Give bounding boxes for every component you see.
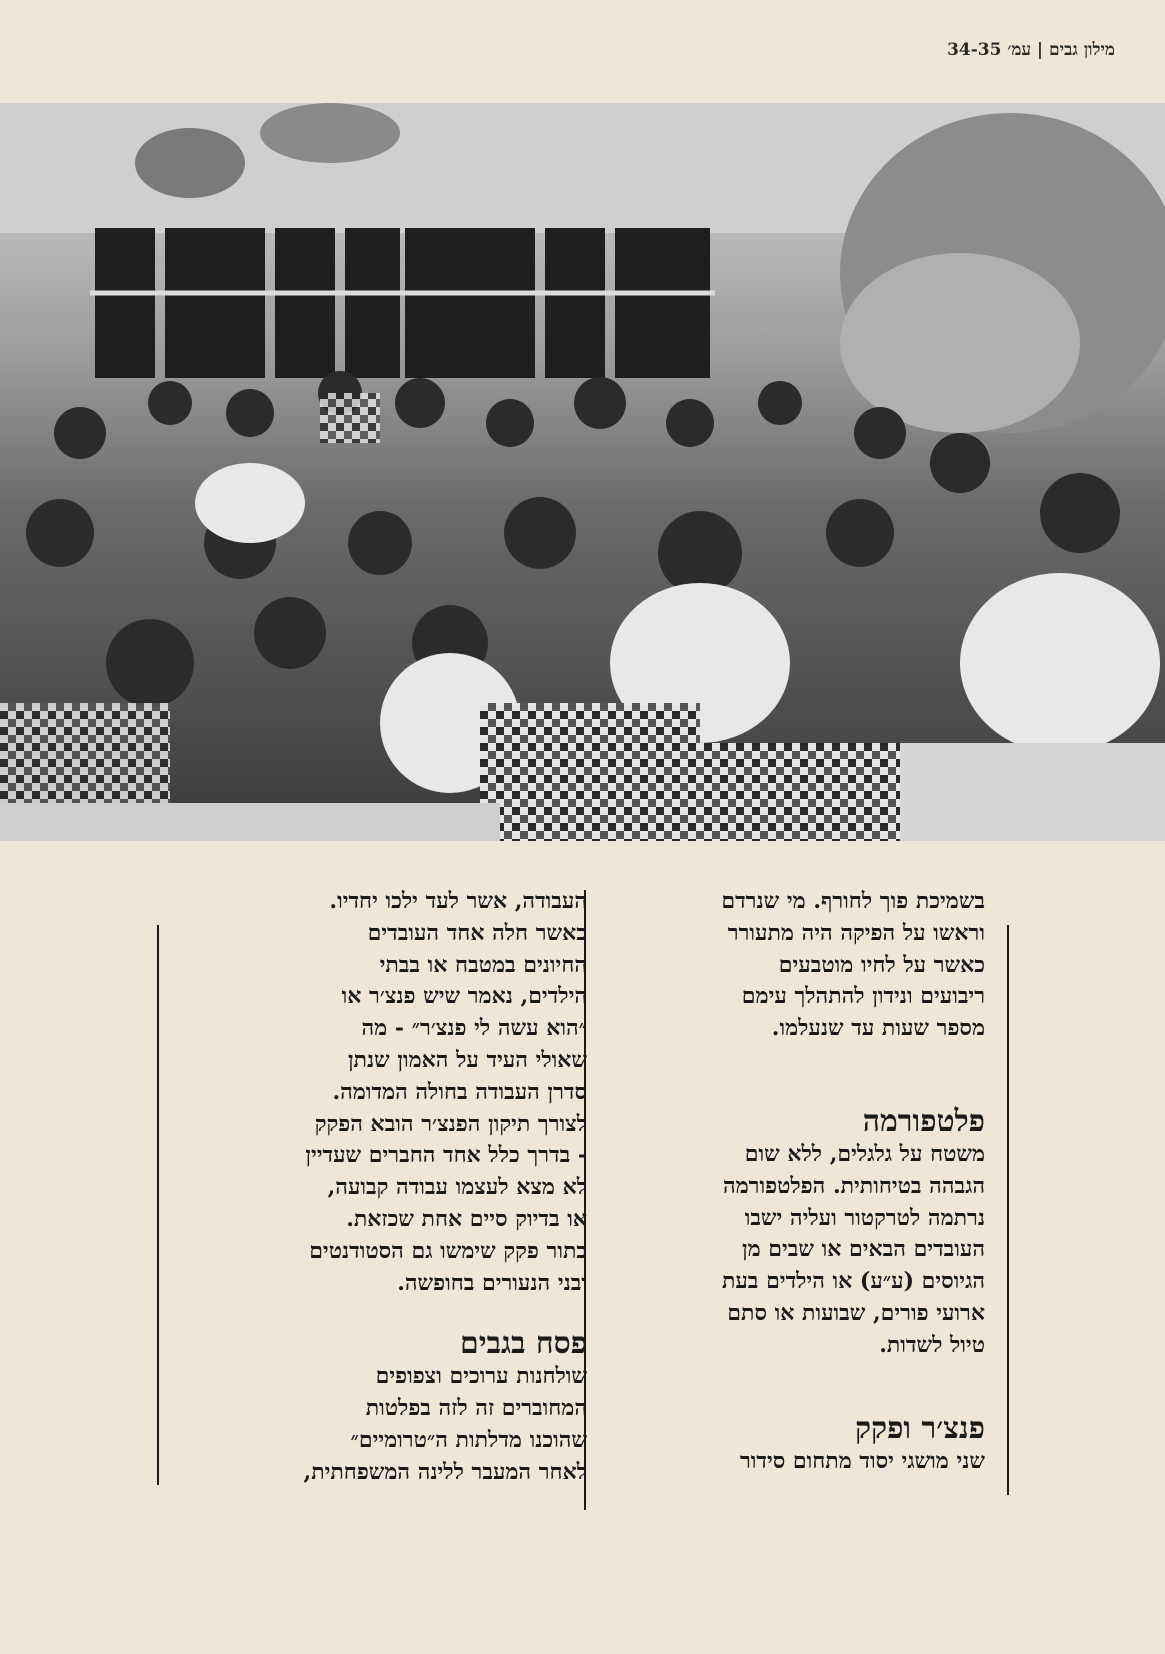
running-head: מילון גבים | עמ׳ 34-35 xyxy=(947,40,1115,60)
text-line: טיול לשדות. xyxy=(879,1331,985,1358)
text-line: לצורך תיקון הפנצ׳ר הובא הפקק xyxy=(314,1110,587,1137)
text-line: - בדרך כלל אחד החברים שעדיין xyxy=(305,1142,587,1169)
text-line: הגבהה בטיחותית. הפלטפורמה xyxy=(722,1172,985,1199)
text-line: שאולי העיד על האמון שנתן xyxy=(347,1046,587,1073)
text-line: בתור פקק שימשו גם הסטודנטים xyxy=(309,1237,587,1264)
right-para-2 xyxy=(590,1139,985,1362)
text-line: העובדים הבאים או שבים מן xyxy=(741,1236,985,1263)
text-line: הגיוסים (ע״ע) או הילדים בעת xyxy=(721,1268,985,1295)
heading-platforma: פלטפורמה xyxy=(862,1103,985,1139)
text-line: כאשר על לחיו מוטבעים xyxy=(778,951,985,978)
text-line: משטח על גלגלים, ללא שום xyxy=(744,1140,985,1167)
column-rule-left xyxy=(157,925,159,1485)
left-column xyxy=(187,886,587,1489)
text-line: שהוכנו מדלתות ה״טרומיים״ xyxy=(350,1426,587,1453)
text-line: ובני הנעורים בחופשה. xyxy=(397,1269,587,1296)
text-line: שולחנות ערוכים וצפופים xyxy=(375,1363,587,1390)
text-line: מספר שעות עד שנעלמו. xyxy=(771,1015,985,1042)
photo-dining-hall-image xyxy=(0,103,1165,841)
right-para-1 xyxy=(590,886,985,1045)
text-line: המחוברים זה לזה בפלטות xyxy=(365,1395,587,1422)
text-line: וראשו על הפיקה היה מתעורר xyxy=(727,919,985,946)
heading-passover: פסח בגבים xyxy=(460,1326,587,1362)
text-line: סדרן העבודה בחולה המדומה. xyxy=(332,1078,587,1105)
column-rule-right xyxy=(1007,925,1009,1495)
text-line: או בדיוק סיים אחת שכזאת. xyxy=(346,1205,587,1232)
right-para-3 xyxy=(590,1446,985,1478)
text-line: ריבועים ונידון להתהלך עימם xyxy=(741,983,985,1010)
text-line: נרתמה לטרקטור ועליה ישבו xyxy=(744,1204,985,1231)
left-para-1 xyxy=(187,886,587,1299)
left-para-2 xyxy=(187,1361,587,1488)
text-line: לא מצא לעצמו עבודה קבועה, xyxy=(327,1174,587,1201)
right-column xyxy=(590,886,985,1477)
text-line: ״הוא עשה לי פנצ׳ר״ - מה xyxy=(361,1015,587,1042)
text-line: כאשר חלה אחד העובדים xyxy=(367,919,587,946)
text-line: העבודה, אשר לעד ילכו יחדיו. xyxy=(329,888,587,914)
text-line: בשמיכת פוך לחורף. מי שנרדם xyxy=(721,888,985,914)
photo-dining-hall xyxy=(0,103,1165,841)
text-line: הילדים, נאמר שיש פנצ׳ר או xyxy=(341,983,587,1010)
text-line: החיונים במטבח או בבתי xyxy=(379,951,587,978)
text-line: לאחר המעבר ללינה המשפחתית, xyxy=(303,1458,587,1485)
heading-puncture-and-plug: פנצ׳ר ופקק xyxy=(854,1410,985,1446)
text-line: ארועי פורים, שבועות או סתם xyxy=(727,1299,985,1326)
text-line: שני מושגי יסוד מתחום סידור xyxy=(739,1447,985,1474)
